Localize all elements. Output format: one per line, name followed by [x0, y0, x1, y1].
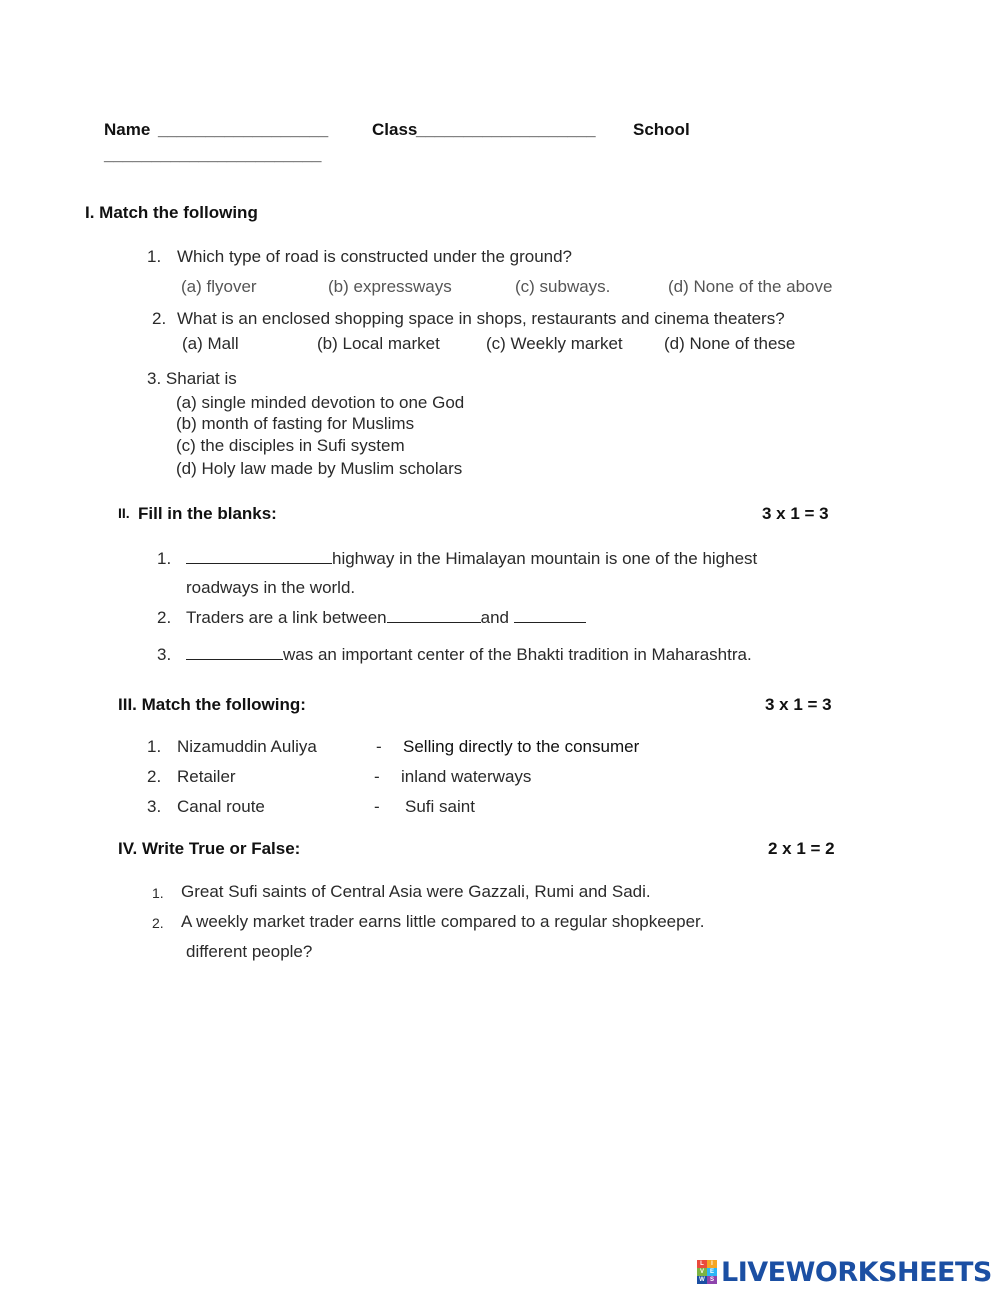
section1-title: I. Match the following: [85, 203, 258, 222]
section4-title: IV. Write True or False:: [118, 839, 301, 858]
liveworksheets-logo-icon: [697, 1260, 717, 1284]
fill2-number: 2.: [157, 608, 172, 627]
name-label: Name: [104, 120, 151, 139]
fill2-text-before: Traders are a link between: [186, 608, 387, 627]
tf-trailing-text: different people?: [186, 942, 313, 961]
name-blank[interactable]: __________________: [158, 120, 329, 139]
q2-text: What is an enclosed shopping space in shops, restaurants and cinema theaters?: [177, 309, 785, 328]
logo-mark-letter: W: [697, 1276, 707, 1284]
q3-option-b[interactable]: (b) month of fasting for Muslims: [176, 414, 415, 433]
match3-dash: -: [374, 797, 380, 816]
fill1-line2: roadways in the world.: [186, 578, 356, 597]
q2-option-d[interactable]: (d) None of these: [664, 334, 796, 353]
match1-dash: -: [376, 737, 382, 756]
school-label: School: [633, 120, 690, 139]
section2-roman: II.: [118, 505, 130, 521]
class-blank[interactable]: ___________________: [416, 120, 596, 139]
logo-mark-letter: V: [697, 1268, 707, 1276]
fill2-text-and: and: [480, 608, 510, 627]
match2-left[interactable]: Retailer: [177, 767, 236, 786]
match2-dash: -: [374, 767, 380, 786]
match1-right[interactable]: Selling directly to the consumer: [403, 737, 640, 756]
fill1-blank[interactable]: [186, 549, 332, 564]
fill3-text: was an important center of the Bhakti tradition in Maharashtra.: [283, 645, 752, 664]
section2-title: Fill in the blanks:: [138, 504, 277, 523]
fill2-blank-2[interactable]: [514, 608, 586, 623]
q1-option-d[interactable]: (d) None of the above: [668, 277, 833, 296]
q2-option-b[interactable]: (b) Local market: [317, 334, 440, 353]
fill1-line: [186, 549, 757, 569]
q1-text: Which type of road is constructed under the ground?: [177, 247, 573, 266]
q3-text: 3. Shariat is: [147, 369, 237, 388]
logo-mark-letter: S: [707, 1276, 717, 1284]
tf1-text: Great Sufi saints of Central Asia were Gazzali, Rumi and Sadi.: [181, 882, 651, 901]
match3-number: 3.: [147, 797, 162, 816]
section4-marks: 2 x 1 = 2: [768, 839, 835, 858]
q1-option-a[interactable]: (a) flyover: [181, 277, 257, 296]
fill1-text: highway in the Himalayan mountain is one of the highest: [332, 549, 758, 568]
q3-option-c[interactable]: (c) the disciples in Sufi system: [176, 436, 405, 455]
match2-right[interactable]: inland waterways: [401, 767, 532, 786]
tf2-number: 2.: [152, 915, 164, 931]
section3-title: III. Match the following:: [118, 695, 306, 714]
match3-left[interactable]: Canal route: [177, 797, 265, 816]
tf1-number: 1.: [152, 885, 164, 901]
section2-marks: 3 x 1 = 3: [762, 504, 829, 523]
match2-number: 2.: [147, 767, 162, 786]
match1-left[interactable]: Nizamuddin Auliya: [177, 737, 317, 756]
logo-mark-letter: E: [707, 1268, 717, 1276]
school-blank[interactable]: _______________________: [104, 145, 322, 164]
fill3-line: [186, 645, 752, 665]
match1-number: 1.: [147, 737, 162, 756]
q1-option-c[interactable]: (c) subways.: [515, 277, 611, 296]
q2-option-c[interactable]: (c) Weekly market: [486, 334, 623, 353]
fill2-line: [186, 608, 586, 628]
fill1-number: 1.: [157, 549, 172, 568]
class-label: Class: [372, 120, 418, 139]
logo-mark-letter: I: [707, 1260, 717, 1268]
q3-option-d[interactable]: (d) Holy law made by Muslim scholars: [176, 459, 463, 478]
logo-mark-letter: L: [697, 1260, 707, 1268]
q1-option-b[interactable]: (b) expressways: [328, 277, 452, 296]
fill3-blank[interactable]: [186, 645, 283, 660]
q3-option-a[interactable]: (a) single minded devotion to one God: [176, 393, 465, 412]
liveworksheets-logo: [697, 1257, 992, 1287]
q2-number: 2.: [152, 309, 167, 328]
q2-option-a[interactable]: (a) Mall: [182, 334, 239, 353]
fill3-number: 3.: [157, 645, 172, 664]
liveworksheets-logo-text: LIVEWORKSHEETS: [721, 1256, 992, 1288]
fill2-blank-1[interactable]: [387, 608, 481, 623]
match3-right[interactable]: Sufi saint: [405, 797, 475, 816]
q1-number: 1.: [147, 247, 162, 266]
section3-marks: 3 x 1 = 3: [765, 695, 832, 714]
tf2-text: A weekly market trader earns little compared to a regular shopkeeper.: [181, 912, 705, 931]
